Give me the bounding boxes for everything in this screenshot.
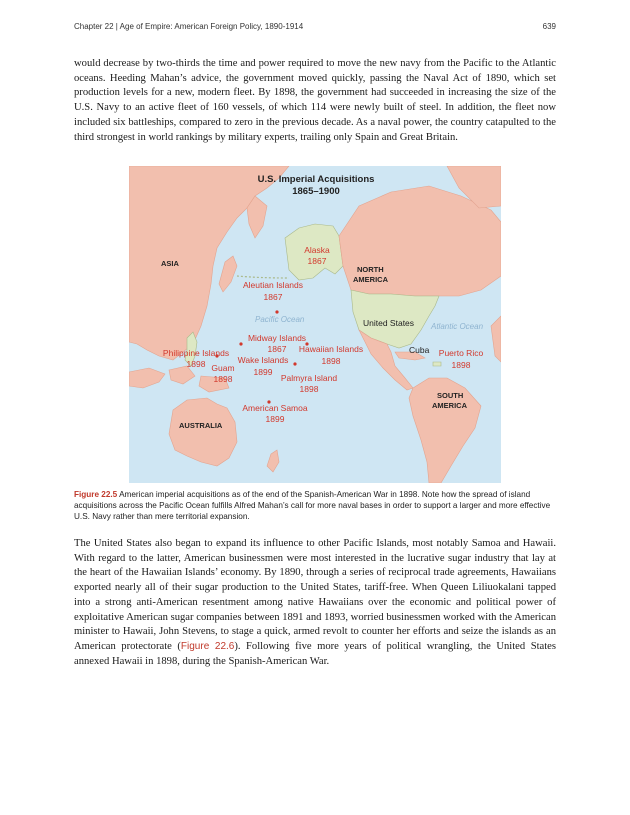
alaska-year: 1867 xyxy=(307,256,327,266)
paragraph2-text-before: The United States also began to expand its influence to other Pacific Islands, most notably Samoa and Hawaii. With regard to the latter, American businessmen were most interested in the lucrative sugar industry that lay at the heart of the Hawaiian Islands’ economy. By 1890, through a series of reciprocal trade agreements, Hawaiians exported nearly all of their sugar production to the United States, tariff-free. When Queen Liliuokalani tapped into a strong anti-American resentment among native Hawaiians over the economic and political power of exploitative American sugar companies between 1891 and 1893, worried businessmen worked with the American minister to Hawaii, John Stevens, to stage a quick, armed revolt to counter her efforts and seize the islands as an American protectorate ( xyxy=(74,538,556,652)
guam-year: 1898 xyxy=(213,374,233,384)
samoa-year: 1899 xyxy=(265,414,285,424)
map-title-line2: 1865–1900 xyxy=(292,186,340,197)
paragraph2-text-after: ). Following five more years of political wrangling, the United States annexed Hawaii in 1898, during the Spanish-American War. xyxy=(74,640,556,667)
figure-label: Figure 22.5 xyxy=(74,490,118,499)
label-south-america-1: SOUTH xyxy=(437,391,464,400)
wake-marker xyxy=(239,342,242,345)
figure-caption xyxy=(74,489,556,522)
wake-year: 1899 xyxy=(253,367,273,377)
samoa-name: American Samoa xyxy=(242,403,308,413)
label-australia: AUSTRALIA xyxy=(179,421,223,430)
chapter-title: Chapter 22 | Age of Empire: American Foreign Policy, 1890-1914 xyxy=(74,22,304,31)
body-paragraph-1: would decrease by two-thirds the time and power required to move the new navy from the Pacific to the Atlantic oceans. Heeding Mahan’s advice, the government moved quickly, passing the Naval Act of 1890, which set production levels for a new, modern fleet. By 1898, the government had succeeded in increasing the size of the U.S. Navy to an active fleet of 160 vessels, of which 114 were newly built of steel. In addition, the fleet now included six battleships, compared to zero in the previous decade. As a naval power, the country catapulted to the third strongest in world rankings by military experts, trailing only Spain and Great Britain. xyxy=(74,58,556,143)
aleutian-name: Aleutian Islands xyxy=(242,280,304,290)
puerto-rico-name: Puerto Rico xyxy=(438,348,484,358)
puerto-rico-year: 1898 xyxy=(451,360,471,370)
body-paragraph-2 xyxy=(74,537,556,669)
figure-22-6-link[interactable]: Figure 22.6 xyxy=(180,640,235,652)
puerto-rico-island xyxy=(433,362,441,366)
label-united-states: United States xyxy=(363,318,415,328)
label-south-america-2: AMERICA xyxy=(432,401,467,410)
label-north-america-1: NORTH xyxy=(357,265,384,274)
imperial-acquisitions-map xyxy=(129,166,501,483)
palmyra-marker xyxy=(293,362,296,365)
map-title-line1: U.S. Imperial Acquisitions xyxy=(257,174,375,185)
label-cuba: Cuba xyxy=(409,345,430,355)
midway-marker xyxy=(275,310,278,313)
running-header xyxy=(74,22,556,36)
philippine-year: 1898 xyxy=(186,359,206,369)
wake-name: Wake Islands xyxy=(237,355,289,365)
hawaiian-year: 1898 xyxy=(321,356,341,366)
label-asia: ASIA xyxy=(161,259,179,268)
midway-year: 1867 xyxy=(267,344,287,354)
label-atlantic-ocean: Atlantic Ocean xyxy=(431,322,484,331)
palmyra-name: Palmyra Island xyxy=(280,373,338,383)
hawaiian-name: Hawaiian Islands xyxy=(298,344,364,354)
label-pacific-ocean: Pacific Ocean xyxy=(255,315,305,324)
philippine-name: Philippine Islands xyxy=(162,348,230,358)
label-north-america-2: AMERICA xyxy=(353,275,388,284)
midway-name: Midway Islands xyxy=(247,333,307,343)
alaska-name: Alaska xyxy=(304,245,330,255)
page-number: 639 xyxy=(542,22,556,31)
guam-name: Guam xyxy=(211,363,235,373)
figure-caption-text: American imperial acquisitions as of the end of the Spanish-American War in 1898. Note how the spread of island acquisitions across the Pacific Ocean fulfills Alfred Mahan’s call for more naval bases in order to support a larger and more effective U.S. Navy rather than mere territorial expansion. xyxy=(74,490,551,521)
aleutian-year: 1867 xyxy=(263,292,283,302)
palmyra-year: 1898 xyxy=(299,384,319,394)
